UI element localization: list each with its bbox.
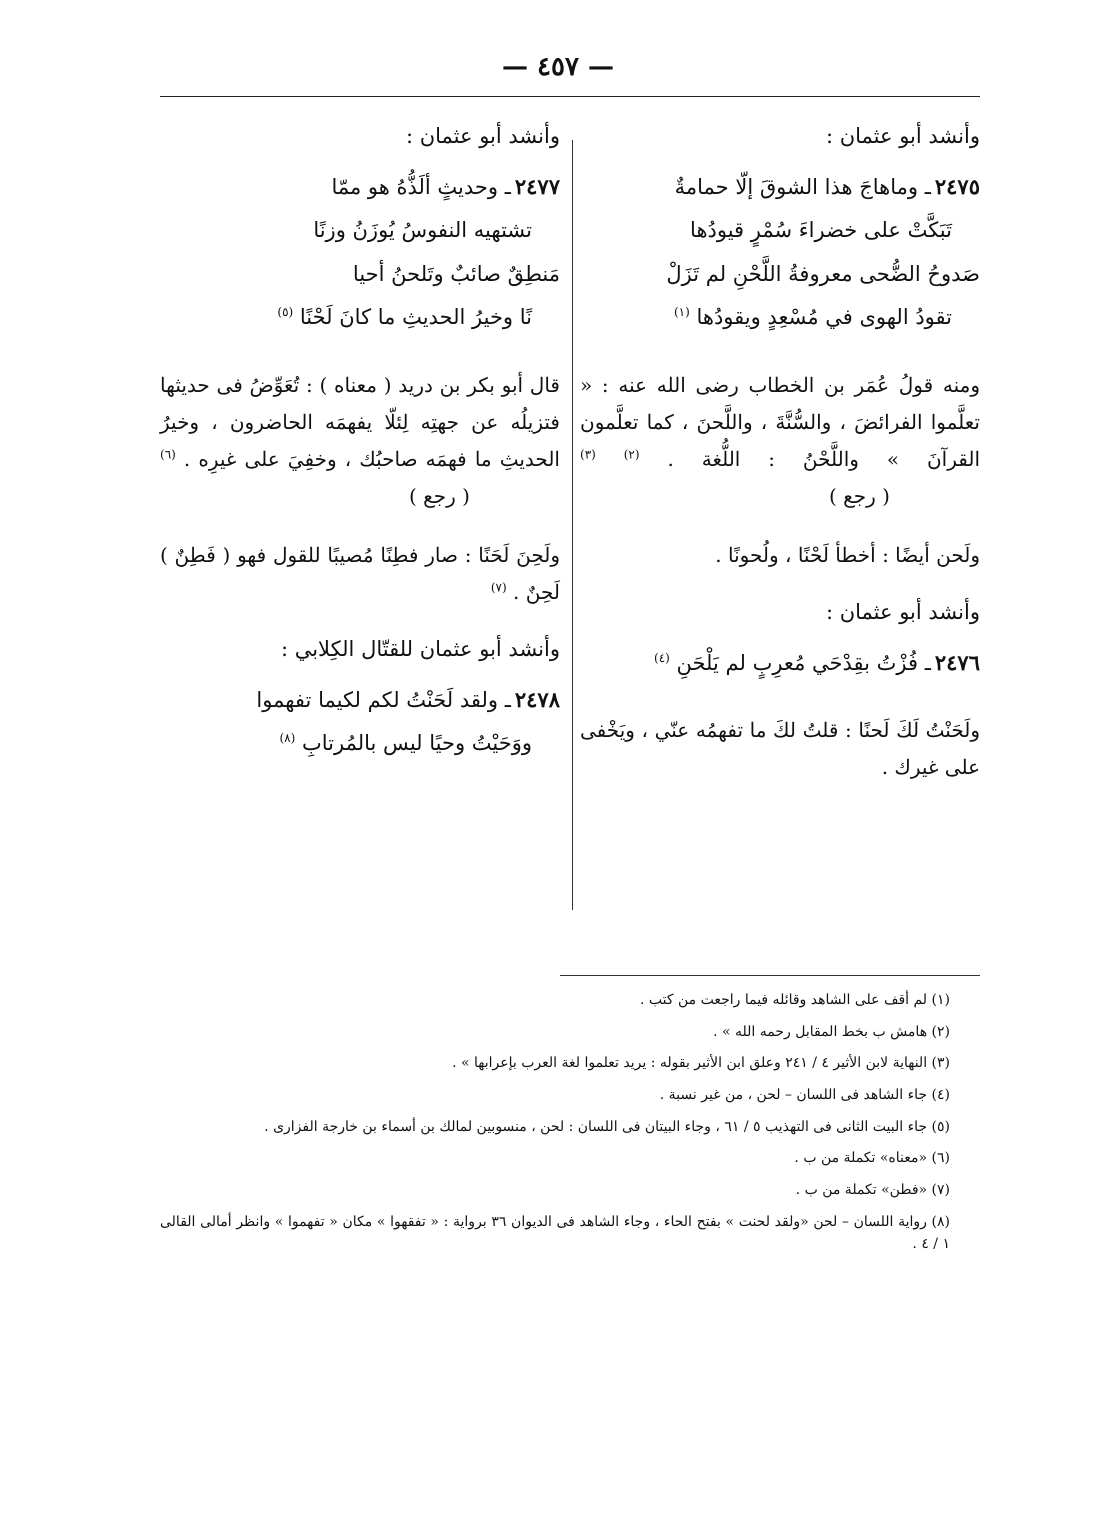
verse-number: ٢٤٧٨ <box>514 686 560 712</box>
right-column <box>580 120 980 786</box>
left-column <box>160 120 560 771</box>
paragraph-lahina <box>160 537 560 611</box>
verse-2478-line-2 <box>160 727 560 761</box>
verse-text: نًا وخيرُ الحديثِ ما كانَ لَحْنًا <box>299 305 532 330</box>
footnote-5: (٥) جاء البيت الثانى فى التهذيب ٥ / ٦١ ، وجاء البيتان فى اللسان : لحن ، منسوبين لمالك بن أسماء بن خارجة الفزارى . <box>264 1118 950 1135</box>
footnote-1: (١) لم أقف على الشاهد وقائله فيما راجعت من كتب . <box>639 992 950 1008</box>
verse-text: ـ ولقد لَحَنْتُ لكم لكيما تفهموا <box>256 687 511 712</box>
paragraph-text: قال أبو بكر بن دريد ( معناه ) : تُعَوِّضُ فى حديثها فتزيلُه عن جهتِه لِئلّا يفهمَه الحاضرون ، وخيرُ الحديثِ ما فهمَه صاحبُك ، وخفِيَ على غيرِه . <box>160 372 560 471</box>
intro-line: وأنشد أبو عثمان : <box>825 124 980 148</box>
verse-number: ٢٤٧٦ <box>934 649 980 675</box>
footnote-ref-1: (١) <box>673 305 690 320</box>
verse-2477-line-2: تشتهيه النفوسُ يُوزَنُ وزنًا <box>313 218 532 243</box>
verse-2477-line-3: مَنطِقٌ صائبٌ وتَلحنُ أحيا <box>352 261 560 286</box>
intro-line: وأنشد أبو عثمان : <box>825 599 980 624</box>
verse-2477-line-4 <box>160 301 560 335</box>
footnote-6: (٦) «معناه» تكملة من ب . <box>794 1150 950 1167</box>
verse-text: ـ وماهاجَ هذا الشوقَ إلّا حمامةٌ <box>674 174 931 199</box>
verse-text: ووَحَيْتُ وحيًا ليس بالمُرتابِ <box>302 731 532 756</box>
ref-tag: ( رجع ) <box>829 483 890 508</box>
footnote-ref-2: (٢) <box>623 447 640 462</box>
footnote-7: (٧) «فطن» تكملة من ب . <box>795 1182 950 1199</box>
verse-2476-line-1 <box>580 646 980 681</box>
paragraph-text: ولَحِنَ لَحَنًا : صار فطِنًا مُصيبًا للقول فهو ( فَطِنٌ ) لَحِنٌ . <box>160 542 560 604</box>
verse-2477-line-1 <box>160 170 560 205</box>
footnote-ref-7: (٧) <box>490 580 507 595</box>
verse-text: تقودُ الهوى في مُسْعِدٍ ويقودُها <box>696 305 952 330</box>
footnote-rule <box>560 975 980 976</box>
verse-text: ـ وحديثٍ ألَذُّهُ هو ممّا <box>331 174 511 199</box>
column-divider <box>572 140 573 910</box>
footnote-ref-6: (٦) <box>160 447 176 462</box>
footnote-8: (٨) رواية اللسان – لحن «ولقد لحنت » بفتح الحاء ، وجاء الشاهد فى الديوان ٣٦ برواية : « تفقهوا » مكان « تفهموا » وانظر أمالى القالى ١ / ٤ . <box>160 1213 950 1252</box>
header-rule <box>160 96 980 97</box>
paragraph-lahn-mistake: ولَحن أيضًا : أخطأ لَحْنًا ، ولُحونًا . <box>715 542 980 567</box>
page-number: — ٤٥٧ — <box>501 52 615 82</box>
verse-2478-line-1 <box>160 683 560 718</box>
footnote-4: (٤) جاء الشاهد فى اللسان – لحن ، من غير نسبة . <box>659 1087 950 1104</box>
footnote-3: (٣) النهاية لابن الأثير ٤ / ٢٤١ وعلق ابن الأثير بقوله : يريد تعلموا لغة العرب بإعرابها » . <box>452 1055 950 1072</box>
paragraph-ibn-durayd <box>160 367 560 515</box>
footnotes <box>160 990 950 1265</box>
footnote-2: (٢) هامش ب بخط المقابل رحمه الله » . <box>713 1023 950 1040</box>
intro-line: وأنشد أبو عثمان : <box>405 124 560 148</box>
paragraph-umar <box>580 367 980 515</box>
verse-2475-line-3: صَدوحُ الضُّحى معروفةُ اللَّحْنِ لم تَزَلْ <box>666 261 980 286</box>
paragraph-text: ومنه قولُ عُمَر بن الخطاب رضى الله عنه : « تعلَّموا الفرائضَ ، والسُّنَّةَ ، واللَّحنَ ، كما تعلَّمون القرآنَ » واللَّحْنُ : اللُّغة . <box>580 372 981 471</box>
intro-line: وأنشد أبو عثمان للقتّال الكِلابي : <box>280 636 560 661</box>
verse-2475-line-4 <box>580 301 980 335</box>
footnote-ref-8: (٨) <box>279 731 296 746</box>
footnote-ref-4: (٤) <box>654 650 670 665</box>
verse-number: ٢٤٧٧ <box>514 173 560 199</box>
footnote-ref-3: (٣) <box>580 447 596 462</box>
verse-number: ٢٤٧٥ <box>934 173 980 199</box>
ref-tag: ( رجع ) <box>409 483 470 508</box>
paragraph-lahantu: ولَحَنْتُ لَكَ لَحنًا : قلتُ لكَ ما تفهمُه عنّي ، ويَخْفى على غيرك . <box>580 718 980 780</box>
footnote-ref-5: (٥) <box>277 305 294 320</box>
verse-text: ـ فُزْتُ بقِدْحَي مُعرِبٍ لم يَلْحَنِ <box>676 650 931 675</box>
verse-2475-line-2: تَبَكَّتْ على خضراءَ سُمْرٍ قيودُها <box>690 218 952 243</box>
verse-2475-line-1 <box>580 170 980 205</box>
